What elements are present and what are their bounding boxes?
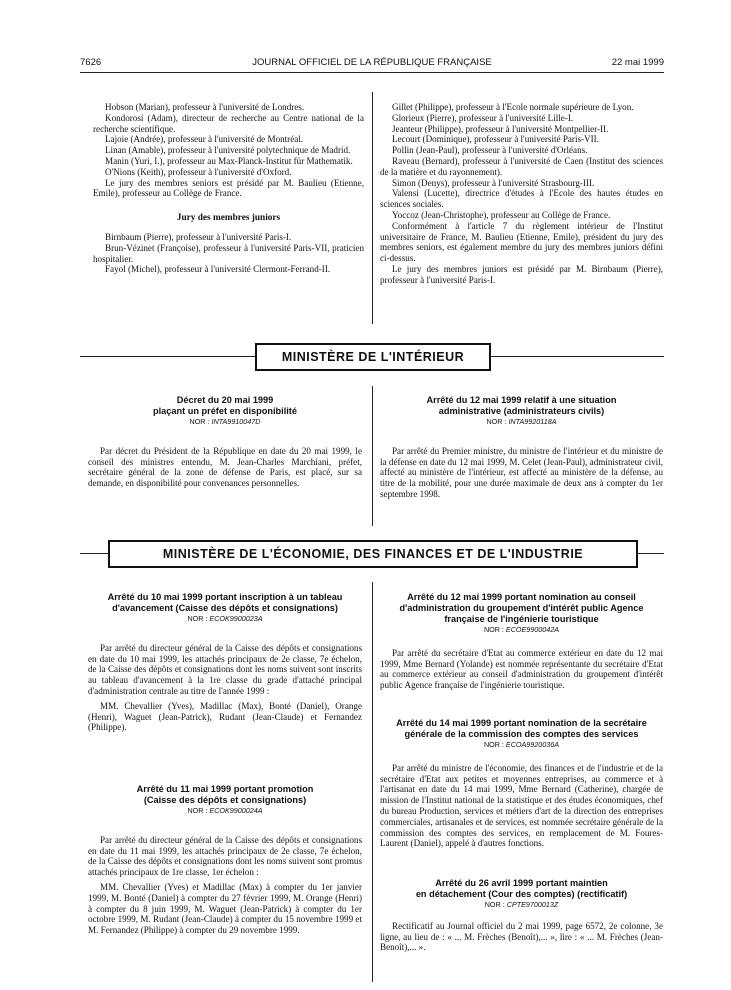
member-line: Jeanteur (Philippe), professeur à l'université Montpellier-II. [392, 123, 609, 134]
decret-title-line1: Décret du 20 mai 1999 [176, 395, 274, 405]
member-line: Kondorosi (Adam), directeur de recherche au Centre national de la recherche scientifique. [93, 112, 364, 134]
member-line: Fayol (Michel), professeur à l'université Clermont-Ferrand-II. [105, 264, 331, 275]
arrete-body: Par arrêté du ministre de l'économie, des finances et de l'industrie et de la secrétaire d'Etat aux petites et moyennes entreprises, au commerce et à l'artisanat en date du 14 mai 1999, Mme Bernard (Catherine), chargée de mission de l'Institut national de la statistique et des études économiques, chef du bureau Production, services et métiers d'art de la direction des entreprises commerciales, artisanales et de services, est nommée secrétaire générale de la commission des comptes des services, en remplacement de M. Foures-Laurent (Daniel), appelé à d'autres fonctions. [380, 762, 663, 849]
decret-20-mai [88, 395, 362, 489]
member-line: O'Nions (Keith), professeur à l'université d'Oxford. [105, 166, 292, 177]
juniors-heading: Jury des membres juniors [176, 213, 281, 224]
arrete-title-line1: Arrêté du 26 avril 1999 portant maintien [435, 878, 608, 888]
member-line: Pollin (Jean-Paul), professeur à l'université d'Orléans. [392, 145, 588, 156]
arrete-names: MM. Chevallier (Yves), Madillac (Max), Bonté (Daniel), Orange (Henri), Waguet (Jean-Patrick), Rudant (Jean-Claude) et Fernandez (Philippe). [88, 700, 362, 733]
nor-reference: NOR : ECOK9900023A [187, 614, 263, 623]
juniors-president-paragraph: Le jury des membres juniors est présidé par M. Birnbaum (Pierre), professeur à l'université Paris-I. [380, 263, 663, 285]
column-divider [372, 582, 373, 982]
arrete-body: Par arrêté du directeur général de la Caisse des dépôts et consignations en date du 10 mai 1999, les attachés principaux de 2e classe, 7e échelon, de la Caisse des dépôts et consignations dont les noms suivent sont inscrits au tableau d'avancement à la 1re classe du grade d'attaché principal d'administration centrale au titre de l'année 1999 : [88, 642, 362, 696]
column-divider [372, 386, 373, 526]
arrete-body: Par arrêté du Premier ministre, du ministre de l'intérieur et du ministre de la défense en date du 12 mai 1999, M. Celet (Jean-Paul), administrateur civil, affecté au ministère de l'intérieur, est affecté au ministère de la défense, au titre de la mobilité, pour une durée maximale de deux ans à compter du 1er septembre 1998. [380, 445, 663, 499]
arrete-12-mai-ingenierie [380, 592, 663, 691]
arrete-26-avril [380, 878, 663, 953]
arrete-10-mai [88, 592, 362, 733]
member-line: Brun-Vézinet (Françoise), professeur à l'université Paris-VII, praticien hospitalier. [93, 242, 364, 264]
column-divider [372, 92, 373, 324]
arrete-body: Par arrêté du secrétaire d'Etat au commerce extérieur en date du 12 mai 1999, Mme Bernard (Yolande) est nommée représentante du secrétaire d'Etat au commerce extérieur au conseil d'administration du groupement d'intérêt public Agence française de l'ingénierie touristique. [380, 647, 663, 691]
ministry-rule-left [80, 553, 108, 554]
member-line: Gillet (Philippe), professeur à l'Ecole normale supérieure de Lyon. [392, 102, 634, 112]
arrete-14-mai [380, 718, 663, 849]
top-right-column [380, 102, 663, 286]
article-7-paragraph: Conformément à l'article 7 du règlement intérieur de l'Institut universitaire de France, M. Baulieu (Etienne, Emile), président du jury des membres seniors, est également membre du jury des membres juniors défini ci-dessus. [380, 220, 663, 264]
ministry-rule-right [491, 356, 664, 357]
nor-reference: NOR : INTA9910047D [189, 417, 261, 426]
nor-reference: NOR : ECOE9900042A [483, 625, 560, 634]
journal-title: JOURNAL OFFICIEL DE LA RÉPUBLIQUE FRANÇAISE [252, 57, 492, 68]
member-line: Glorieux (Pierre), professeur à l'université Lille-I. [392, 112, 574, 123]
page-number: 7626 [80, 57, 102, 68]
nor-reference: NOR : INTA9920118A [486, 417, 557, 426]
issue-date: 22 mai 1999 [611, 57, 664, 68]
arrete-title-line1: Arrêté du 11 mai 1999 portant promotion [136, 784, 314, 794]
arrete-title-line2: en détachement (Cour des comptes) (rectificatif) [415, 889, 628, 899]
page-header [80, 57, 664, 71]
member-line: Valensi (Lucette), directrice d'études à l'Ecole des hautes études en sciences sociales. [380, 188, 663, 210]
jury-president-paragraph: Le jury des membres seniors est présidé par M. Baulieu (Etienne, Emile), professeur au Collège de France. [93, 177, 364, 199]
member-line: Manin (Yuri, I.), professeur au Max-Planck-Institut für Mathematik. [105, 155, 353, 166]
nor-reference: NOR : ECOK9900024A [187, 806, 263, 815]
arrete-title-line2: administrative (administrateurs civils) [438, 406, 605, 416]
arrete-title-line1: Arrêté du 12 mai 1999 portant nomination au conseil [407, 592, 636, 602]
arrete-title-line1: Arrêté du 12 mai 1999 relatif à une situation [426, 395, 617, 405]
header-rule [80, 72, 664, 73]
decret-title-line2: plaçant un préfet en disponibilité [153, 406, 297, 416]
arrete-12-mai-interieur [380, 395, 663, 500]
arrete-body: Par arrêté du directeur général de la Caisse des dépôts et consignations en date du 11 mai 1999, les attachés principaux de 2e classe, 7e échelon, de la Caisse des dépôts et consignations dont les noms suivent sont promus attachés principaux de 1re classe, 1er échelon : [88, 834, 362, 878]
arrete-title-line1: Arrêté du 10 mai 1999 portant inscription à un tableau [107, 592, 343, 602]
nor-reference: NOR : ECOA9920036A [483, 740, 560, 749]
member-line: Lecourt (Dominique), professeur à l'université Paris-VII. [392, 134, 599, 145]
top-left-column [93, 102, 364, 275]
member-line: Lajoie (Andrée), professeur à l'université de Montréal. [105, 134, 304, 145]
member-line: Linan (Amable), professeur à l'université polytechnique de Madrid. [105, 145, 351, 156]
nor-reference: NOR : CPTE9700013Z [484, 900, 559, 909]
ministry-economie-title: MINISTÈRE DE L'ÉCONOMIE, DES FINANCES ET DE L'INDUSTRIE [108, 540, 638, 568]
arrete-title-line2: d'administration du groupement d'intérêt public Agence [399, 603, 644, 613]
arrete-title-line3: française de l'ingénierie touristique [444, 614, 599, 624]
member-line: Yoccoz (Jean-Christophe), professeur au Collège de France. [392, 209, 611, 220]
arrete-title-line2: générale de la commission des comptes des services [404, 729, 639, 739]
arrete-dates: MM. Chevallier (Yves) et Madillac (Max) à compter du 1er janvier 1999, M. Bonté (Daniel) à compter du 27 février 1999, M. Orange (Henri) à compter du 8 juin 1999, M. Waguet (Jean-Patrick) à compter du 1er octobre 1999, M. Rudant (Jean-Claude) à compter du 15 novembre 1999 et M. Fernandez (Philippe) à compter du 29 novembre 1999. [88, 881, 362, 936]
decret-body: Par décret du Président de la République en date du 20 mai 1999, le conseil des ministres entendu, M. Jean-Charles Marchiani, préfet, secrétaire général de la zone de défense de Paris, est placé, sur sa demande, en disponibilité pour convenances personnelles. [88, 445, 362, 489]
member-line: Simon (Denys), professeur à l'université Strasbourg-III. [392, 177, 595, 188]
arrete-11-mai [88, 784, 362, 936]
arrete-title-line2: d'avancement (Caisse des dépôts et consignations) [112, 603, 338, 613]
ministry-interieur-title: MINISTÈRE DE L'INTÉRIEUR [255, 343, 491, 371]
member-line: Birnbaum (Pierre), professeur à l'université Paris-I. [105, 231, 292, 242]
member-line: Hobson (Marian), professeur à l'université de Londres. [105, 102, 305, 112]
arrete-title-line1: Arrêté du 14 mai 1999 portant nomination de la secrétaire [396, 718, 647, 728]
member-line: Raveau (Bernard), professeur à l'université de Caen (Institut des sciences de la matière et du rayonnement). [380, 155, 663, 177]
ministry-rule-left [80, 356, 255, 357]
arrete-body: Rectificatif au Journal officiel du 2 mai 1999, page 6572, 2e colonne, 3e ligne, au lieu de : « ... M. Frèches (Benoît),... », lire : « ... M. Frèches (Jean-Benoît),... ». [380, 920, 663, 953]
ministry-rule-right [638, 553, 664, 554]
arrete-title-line2: (Caisse des dépôts et consignations) [143, 795, 307, 805]
